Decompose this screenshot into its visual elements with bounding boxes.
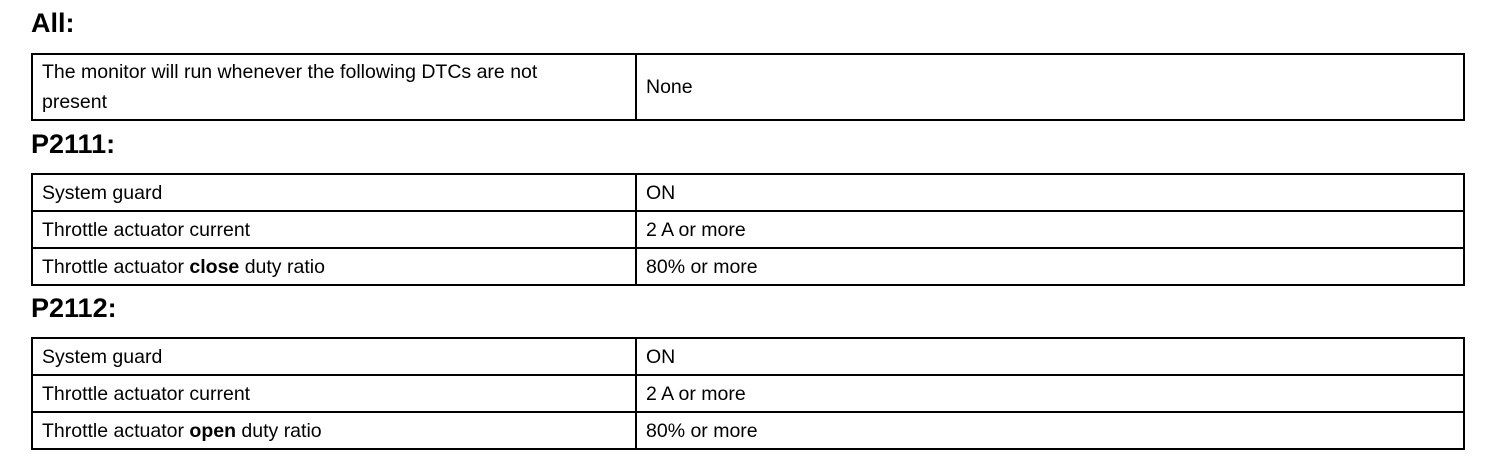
condition-bold-text: open (189, 419, 236, 442)
value-cell: None (636, 54, 1464, 120)
condition-cell (32, 412, 636, 449)
condition-cell (32, 54, 636, 120)
table-row (32, 375, 1464, 412)
condition-cell (32, 211, 636, 248)
value-cell: ON (636, 174, 1464, 211)
section-heading-p2112: P2112: (31, 293, 117, 323)
condition-text: System guard (42, 181, 163, 204)
condition-cell (32, 338, 636, 375)
condition-text: The monitor will run whenever the following DTCs are not present (42, 61, 538, 113)
table-row (32, 248, 1464, 285)
value-cell: ON (636, 338, 1464, 375)
conditions-table-p2111 (31, 173, 1465, 286)
condition-text: Throttle actuator (42, 419, 190, 442)
condition-text: Throttle actuator (42, 255, 190, 278)
value-cell: 2 A or more (636, 211, 1464, 248)
condition-text: Throttle actuator current (42, 382, 251, 405)
condition-cell (32, 248, 636, 285)
table-row (32, 54, 1464, 120)
table-row (32, 211, 1464, 248)
section-heading-all: All: (31, 8, 75, 38)
condition-cell (32, 375, 636, 412)
table-row (32, 338, 1464, 375)
value-cell: 80% or more (636, 412, 1464, 449)
value-cell: 80% or more (636, 248, 1464, 285)
conditions-table-all (31, 53, 1465, 121)
condition-text: System guard (42, 345, 163, 368)
condition-cell (32, 174, 636, 211)
value-cell: 2 A or more (636, 375, 1464, 412)
condition-bold-text: close (189, 255, 240, 278)
section-heading-p2111: P2111: (31, 129, 116, 159)
conditions-table-p2112 (31, 337, 1465, 450)
condition-text-suffix: duty ratio (236, 419, 322, 442)
condition-text-suffix: duty ratio (239, 255, 325, 278)
table-row (32, 174, 1464, 211)
condition-text: Throttle actuator current (42, 218, 251, 241)
table-row (32, 412, 1464, 449)
